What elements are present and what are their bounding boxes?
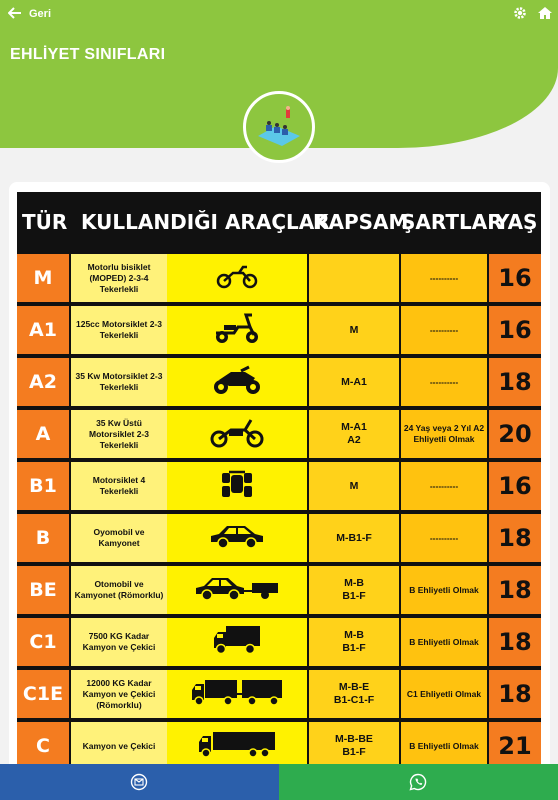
license-class: A [17,410,69,458]
whatsapp-button[interactable] [279,764,558,800]
vehicle-illustration [167,514,307,562]
minimum-age: 18 [489,566,541,614]
conditions: 24 Yaş veya 2 Yıl A2 Ehliyetli Olmak [401,410,487,458]
scope: M-B-BE B1-F [309,722,399,770]
license-class: C1E [17,670,69,718]
vehicle-description: Oyomobil ve Kamyonet [71,514,167,562]
license-class: B [17,514,69,562]
table-row [17,670,541,718]
conditions: ---------- [401,306,487,354]
conditions: C1 Ehliyetli Olmak [401,670,487,718]
vehicle-description: 7500 KG Kadar Kamyon ve Çekici [71,618,167,666]
minimum-age: 16 [489,254,541,302]
back-button[interactable]: Geri [29,8,52,20]
license-class: A2 [17,358,69,406]
license-class: BE [17,566,69,614]
license-class: C1 [17,618,69,666]
gear-icon[interactable] [513,6,529,22]
minimum-age: 18 [489,618,541,666]
table-row [17,618,541,666]
header-class: TÜR [22,210,68,234]
vehicle-description: 35 Kw Üstü Motorsiklet 2-3 Tekerlekli [71,410,167,458]
conditions: ---------- [401,358,487,406]
vehicle-illustration [167,358,307,406]
car-icon [209,522,265,555]
scope: M-A1 [309,358,399,406]
classroom-icon [256,106,302,148]
table-header [17,192,541,252]
home-icon[interactable] [537,6,553,22]
vehicle-illustration [167,618,307,666]
whatsapp-icon [409,773,427,791]
license-table-card [9,182,550,772]
vehicle-description: 12000 KG Kadar Kamyon ve Çekici (Römorklu) [71,670,167,718]
footer-bar [0,764,558,800]
license-class: B1 [17,462,69,510]
scooter-icon [212,311,262,350]
scope: M-B-E B1-C1-F [309,670,399,718]
vehicle-illustration [167,722,307,770]
vehicle-description: Kamyon ve Çekici [71,722,167,770]
table-row [17,462,541,510]
truck-icon [197,729,277,764]
truck-trailer-icon [190,676,284,713]
minimum-age: 18 [489,358,541,406]
moped-icon [215,263,259,294]
scope: M-B B1-F [309,618,399,666]
table-row [17,722,541,770]
minimum-age: 16 [489,462,541,510]
page-title: EHLİYET SINIFLARI [10,46,166,63]
header-scope: KAPSAM [313,210,409,234]
vehicle-description: Motorsiklet 4 Tekerlekli [71,462,167,510]
vehicle-description: 125cc Motorsiklet 2-3 Tekerlekli [71,306,167,354]
license-class: M [17,254,69,302]
scope: M [309,306,399,354]
table-row [17,306,541,354]
driving-class-emblem [243,91,315,163]
chopper-motorcycle-icon [209,416,265,453]
table-row [17,566,541,614]
vehicle-illustration [167,254,307,302]
table-row [17,514,541,562]
sport-motorcycle-icon [211,364,263,401]
conditions: ---------- [401,514,487,562]
mail-icon [130,773,148,791]
header-conditions: ŞARTLAR [401,210,503,234]
arrow-left-icon[interactable] [8,6,22,22]
minimum-age: 18 [489,514,541,562]
scope [309,254,399,302]
conditions: B Ehliyetli Olmak [401,618,487,666]
scope: M [309,462,399,510]
scope: M-B B1-F [309,566,399,614]
vehicle-description: Motorlu bisiklet (MOPED) 2-3-4 Tekerlekli [71,254,167,302]
minimum-age: 20 [489,410,541,458]
license-class: C [17,722,69,770]
mail-button[interactable] [0,764,279,800]
license-classes-table [17,192,541,772]
vehicle-description: 35 Kw Motorsiklet 2-3 Tekerlekli [71,358,167,406]
conditions: B Ehliyetli Olmak [401,722,487,770]
header-age: YAŞ [495,210,538,234]
conditions: ---------- [401,254,487,302]
minimum-age: 16 [489,306,541,354]
vehicle-description: Otomobil ve Kamyonet (Römorklu) [71,566,167,614]
car-trailer-icon [194,573,280,608]
table-row [17,358,541,406]
vehicle-illustration [167,462,307,510]
conditions: B Ehliyetli Olmak [401,566,487,614]
conditions: ---------- [401,462,487,510]
header-vehicles: KULLANDIĞI ARAÇLAR [81,210,330,234]
table-row [17,254,541,302]
vehicle-illustration [167,410,307,458]
vehicle-illustration [167,306,307,354]
table-row [17,410,541,458]
scope: M-A1 A2 [309,410,399,458]
top-bar [0,0,558,30]
vehicle-illustration [167,670,307,718]
small-truck-icon [212,624,262,661]
vehicle-illustration [167,566,307,614]
minimum-age: 18 [489,670,541,718]
license-class: A1 [17,306,69,354]
scope: M-B1-F [309,514,399,562]
minimum-age: 21 [489,722,541,770]
quad-bike-icon [221,469,253,504]
